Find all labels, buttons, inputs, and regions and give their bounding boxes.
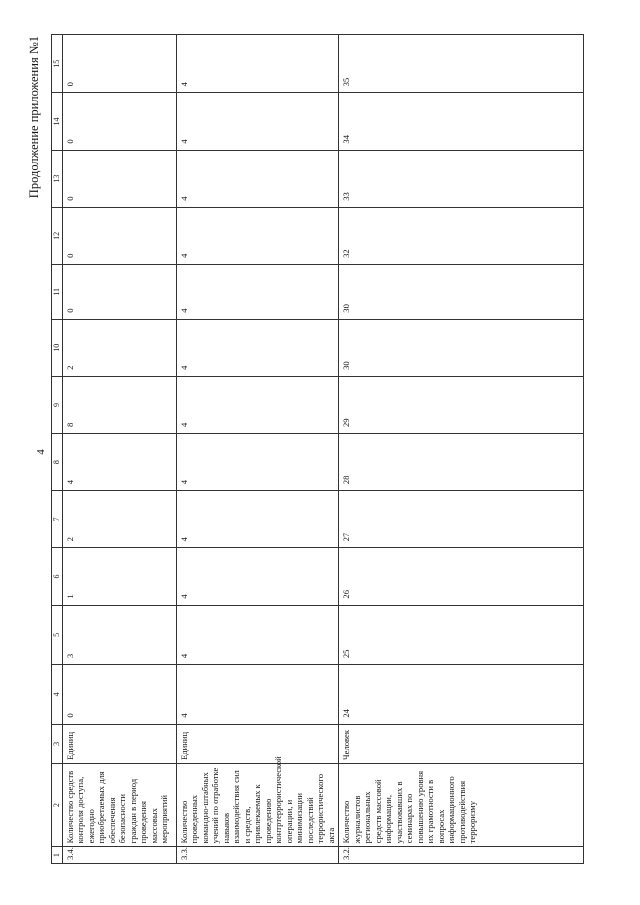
value-cell: 4 xyxy=(177,548,339,605)
appendix-caption: Продолжение приложения №1 xyxy=(27,36,41,199)
table-row xyxy=(63,35,177,864)
value-cell: 26 xyxy=(339,548,584,605)
rotated-page xyxy=(25,20,605,880)
table-row xyxy=(177,35,339,864)
column-number: 9 xyxy=(52,376,63,433)
row-number: 3.3. xyxy=(177,847,339,864)
value-cell: 8 xyxy=(63,376,177,433)
value-cell: 33 xyxy=(339,150,584,207)
unit-cell: Единиц xyxy=(63,724,177,763)
column-number: 12 xyxy=(52,207,63,264)
value-cell: 4 xyxy=(177,376,339,433)
value-cell: 30 xyxy=(339,319,584,376)
value-cell: 32 xyxy=(339,207,584,264)
column-number-row xyxy=(52,35,63,864)
value-cell: 0 xyxy=(63,93,177,150)
value-cell: 4 xyxy=(177,35,339,93)
value-cell: 0 xyxy=(63,264,177,319)
value-cell: 27 xyxy=(339,491,584,548)
value-cell: 4 xyxy=(177,665,339,725)
value-cell: 29 xyxy=(339,376,584,433)
value-cell: 35 xyxy=(339,35,584,93)
column-number: 11 xyxy=(52,264,63,319)
value-cell: 4 xyxy=(177,150,339,207)
page-number: 4 xyxy=(34,449,47,455)
column-number: 6 xyxy=(52,548,63,605)
column-number: 13 xyxy=(52,150,63,207)
value-cell: 4 xyxy=(177,491,339,548)
value-cell: 25 xyxy=(339,605,584,665)
row-number: 3.4. xyxy=(63,847,177,864)
value-cell: 4 xyxy=(63,434,177,491)
column-number: 15 xyxy=(52,35,63,93)
column-number: 8 xyxy=(52,434,63,491)
indicator-description: Количество проведенных командно-штабных учений по отработке навыков взаимодействия сил и средств, привлекаемых к проведению контртеррористической операции, и минимизации последствий террористического акта xyxy=(177,763,339,846)
value-cell: 1 xyxy=(63,548,177,605)
value-cell: 30 xyxy=(339,264,584,319)
unit-cell: Человек xyxy=(339,724,584,763)
value-cell: 4 xyxy=(177,434,339,491)
value-cell: 2 xyxy=(63,319,177,376)
value-cell: 0 xyxy=(63,150,177,207)
value-cell: 2 xyxy=(63,491,177,548)
row-number: 3.2. xyxy=(339,847,584,864)
column-number: 5 xyxy=(52,605,63,665)
value-cell: 0 xyxy=(63,665,177,725)
column-number: 2 xyxy=(52,763,63,846)
table-row xyxy=(339,35,584,864)
value-cell: 0 xyxy=(63,207,177,264)
value-cell: 4 xyxy=(177,264,339,319)
column-number: 10 xyxy=(52,319,63,376)
value-cell: 34 xyxy=(339,93,584,150)
indicator-description: Количество средств контроля доступа, ежегодно приобретаемых для обеспечения безопасности граждан в период проведения массовых мероприятий xyxy=(63,763,177,846)
indicators-table xyxy=(51,34,584,864)
column-number: 3 xyxy=(52,724,63,763)
column-number: 7 xyxy=(52,491,63,548)
column-number: 1 xyxy=(52,847,63,864)
value-cell: 3 xyxy=(63,605,177,665)
column-number: 14 xyxy=(52,93,63,150)
indicator-description: Количество журналистов региональных средств массовой информации, участвовавших в семинарах по повышению уровня их грамотности в вопросах информационного противодействия терроризму xyxy=(339,763,584,846)
value-cell: 4 xyxy=(177,605,339,665)
value-cell: 0 xyxy=(63,35,177,93)
unit-cell: Единиц xyxy=(177,724,339,763)
value-cell: 4 xyxy=(177,207,339,264)
value-cell: 4 xyxy=(177,319,339,376)
rotated-content xyxy=(25,20,605,880)
value-cell: 28 xyxy=(339,434,584,491)
value-cell: 24 xyxy=(339,665,584,725)
value-cell: 4 xyxy=(177,93,339,150)
column-number: 4 xyxy=(52,665,63,725)
